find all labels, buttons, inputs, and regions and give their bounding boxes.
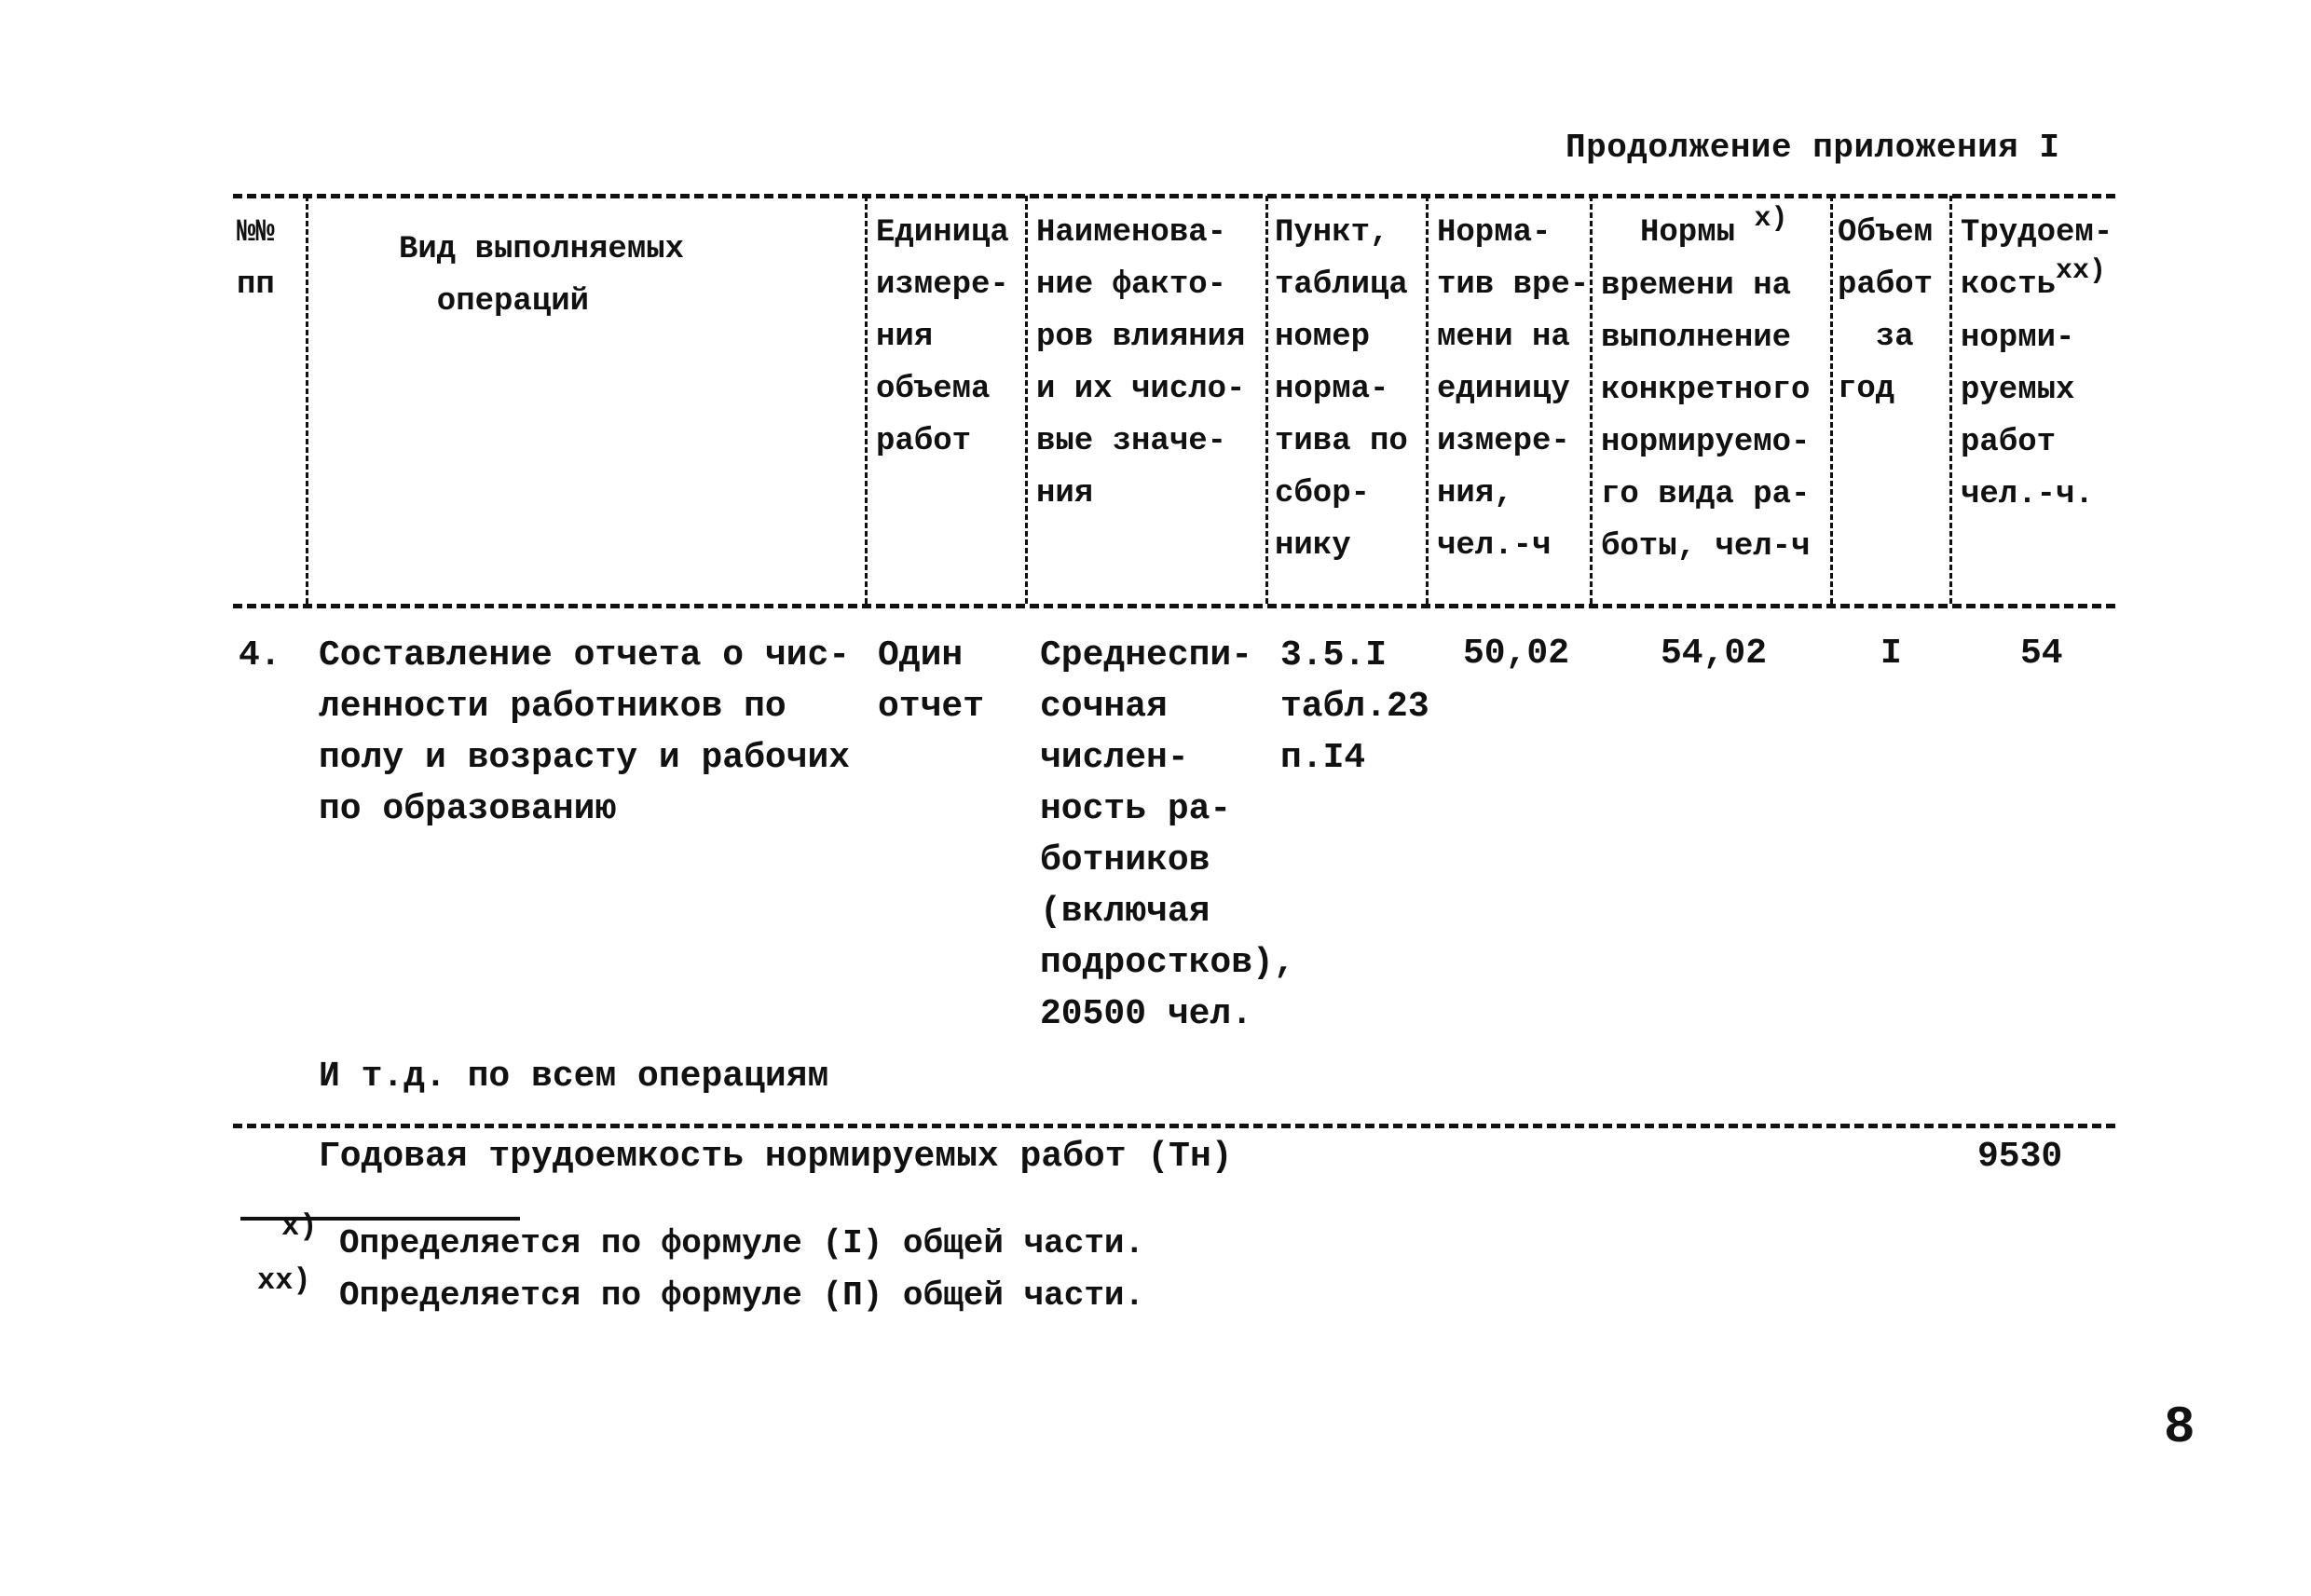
footnote-mark: хх) — [257, 1263, 311, 1298]
header-unit: Единица измере- ния объема работ — [876, 215, 1009, 459]
header-volume: Объем работ за год — [1838, 215, 1934, 407]
col-divider — [1025, 196, 1028, 604]
header-operation: Вид выполняемых операций — [399, 232, 685, 320]
header-item: Пункт, таблица номер норма- тива по сбор- нику — [1275, 215, 1408, 564]
total-rule — [233, 1124, 2115, 1128]
header-bottom-rule — [233, 604, 2115, 608]
col-divider — [1830, 196, 1833, 604]
row-norm-per-unit: 50,02 — [1463, 634, 1570, 674]
row-unit: Один отчет — [878, 635, 985, 727]
row-item: 3.5.I табл.23 п.I4 — [1280, 635, 1429, 778]
table-top-rule — [233, 194, 2115, 198]
header-labor-rest: норми- руемых работ чел.-ч. — [1961, 321, 2094, 512]
footnote-text: Определяется по формуле (I) общей части. — [339, 1224, 1145, 1262]
col-divider — [1265, 196, 1268, 604]
total-value: 9530 — [1977, 1137, 2063, 1177]
header-labor-second: кость — [1961, 267, 2057, 303]
col-divider — [1426, 196, 1429, 604]
footnote-ref-xx: хх) — [2056, 255, 2107, 287]
header-norm-specific-title: Нормы — [1640, 215, 1736, 251]
row-operation: Составление отчета о чис- ленности работников по полу и возрасту и рабочих по образованию — [319, 635, 851, 829]
total-label: Годовая трудоемкость нормируемых работ (Тн) — [319, 1137, 1233, 1177]
footnote-text: Определяется по формуле (П) общей части. — [339, 1276, 1145, 1315]
footnote-ref-x: х) — [1754, 203, 1788, 235]
row-labor: 54 — [2020, 634, 2063, 674]
row-factors: Среднеспи- сочная числен- ность ра- ботников (включая подростков), 20500 чел. — [1040, 635, 1295, 1034]
header-norm-specific-rest: времени на выполнение конкретного нормируемо- го вида ра- боты, чел-ч — [1601, 268, 1811, 565]
row-number: 4. — [239, 635, 281, 675]
header-norm-specific — [1601, 203, 1811, 573]
appendix-caption: Продолжение приложения I — [1566, 129, 2060, 167]
col-divider — [1949, 196, 1952, 604]
col-divider — [1590, 196, 1593, 604]
etc-line: И т.д. по всем операциям — [319, 1057, 829, 1097]
header-labor-first: Трудоем- — [1961, 215, 2113, 251]
row-volume: I — [1880, 634, 1902, 674]
col-divider — [306, 196, 308, 604]
footnote-mark: х) — [281, 1209, 318, 1244]
header-factors: Наименова- ние факто- ров влияния и их число- вые значе- ния — [1036, 215, 1246, 512]
page-number: 8 — [2164, 1398, 2195, 1457]
header-labor — [1961, 207, 2113, 521]
header-norm-per-unit: Норма- тив вре- мени на единицу измере- ния, чел.-ч — [1437, 215, 1590, 564]
header-number: №№ пп — [237, 215, 275, 303]
col-divider — [865, 196, 868, 604]
row-norm-specific: 54,02 — [1661, 634, 1768, 674]
